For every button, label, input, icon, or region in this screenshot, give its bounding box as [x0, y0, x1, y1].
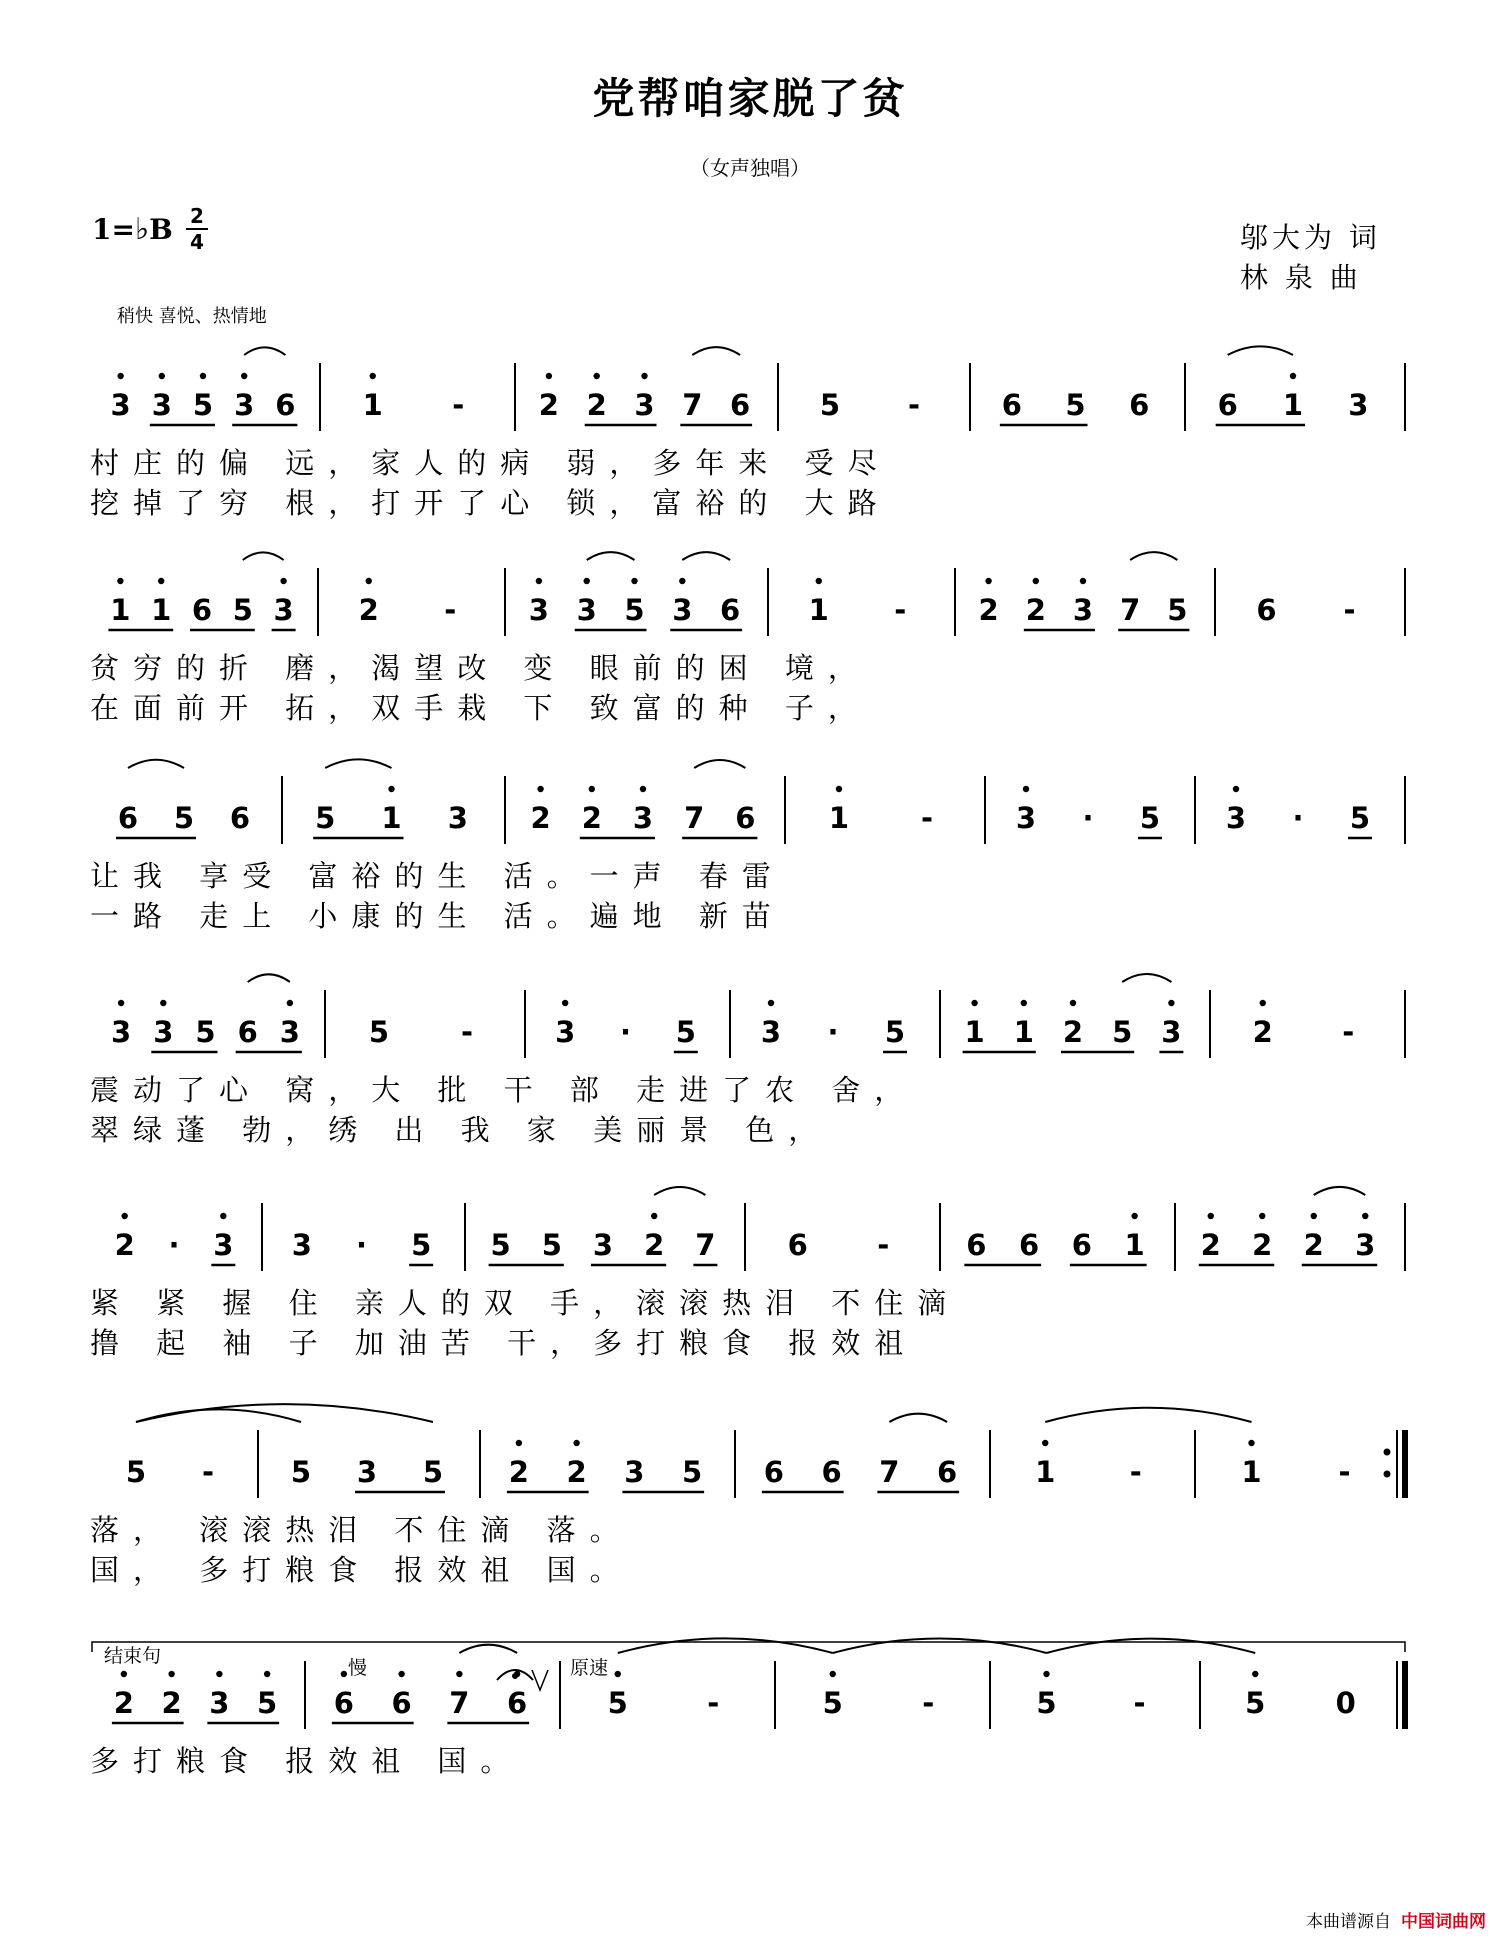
note: 1 — [1241, 1455, 1262, 1489]
note: 3 — [209, 1686, 230, 1720]
note: · — [1082, 801, 1094, 835]
note: · — [827, 1015, 839, 1049]
note: 2 — [1025, 593, 1046, 627]
slur-arc — [889, 1414, 947, 1422]
note: 5 — [1036, 1686, 1057, 1720]
note: 5 — [315, 801, 336, 835]
octave-dot — [1043, 1671, 1049, 1677]
slur-arc — [1130, 552, 1177, 560]
octave-dot — [615, 1671, 621, 1677]
note: 5 — [232, 593, 253, 627]
note: 3 — [592, 1228, 614, 1262]
note: 3 — [632, 801, 654, 835]
note: 5 — [368, 1015, 390, 1049]
note: 6 — [117, 801, 139, 835]
note: - — [707, 1686, 720, 1720]
note: 6 — [275, 388, 296, 422]
octave-dot — [370, 373, 376, 379]
note: 3 — [234, 388, 255, 422]
note: 5 — [195, 1015, 216, 1049]
note: 3 — [624, 1455, 645, 1489]
note: 2 — [978, 593, 999, 627]
note: 3 — [110, 388, 131, 422]
octave-dot — [200, 373, 206, 379]
lyric-line: 多打粮食 报效祖 国。 — [90, 1744, 524, 1778]
note: 1 — [110, 593, 131, 627]
slow-marking: 慢 — [348, 1657, 368, 1679]
slur-arc — [1228, 346, 1293, 355]
octave-dot — [1252, 1671, 1258, 1677]
slur-arc — [1045, 1408, 1251, 1422]
note: 2 — [113, 1686, 134, 1720]
note: 7 — [684, 801, 705, 835]
octave-dot — [679, 578, 685, 584]
octave-dot — [160, 1000, 166, 1006]
note: 5 — [541, 1228, 562, 1262]
note: 5 — [411, 1228, 432, 1262]
note: 5 — [819, 388, 841, 422]
octave-dot — [117, 578, 123, 584]
octave-dot — [589, 786, 595, 792]
slur-arc — [459, 1645, 517, 1653]
note: 6 — [1019, 1228, 1040, 1262]
fermata-dot — [512, 1673, 518, 1679]
note: - — [907, 388, 921, 422]
octave-dot — [562, 1000, 568, 1006]
note: 2 — [1252, 1228, 1273, 1262]
octave-dot — [536, 578, 542, 584]
note: 3 — [356, 1455, 378, 1489]
note: 6 — [237, 1015, 258, 1049]
octave-dot — [1131, 1213, 1137, 1219]
octave-dot — [168, 1671, 174, 1677]
slur-arc — [654, 1187, 705, 1195]
note: 2 — [586, 388, 607, 422]
note: - — [1342, 1015, 1355, 1049]
note: 1 — [808, 593, 829, 627]
octave-dot — [388, 786, 394, 792]
octave-dot — [118, 1000, 124, 1006]
tempo-marking: 稍快 喜悦、热情地 — [117, 306, 267, 327]
octave-dot — [398, 1671, 404, 1677]
slur-arc — [682, 552, 730, 560]
octave-dot — [341, 1671, 347, 1677]
slur-arc — [1122, 974, 1171, 982]
note: 3 — [1015, 801, 1037, 835]
note: 5 — [682, 1455, 703, 1489]
note: 6 — [937, 1455, 958, 1489]
note: 5 — [290, 1455, 312, 1489]
note: 2 — [1303, 1228, 1324, 1262]
note: 5 — [1245, 1686, 1266, 1720]
note: 5 — [1349, 801, 1371, 835]
lyric-line: 一路 走上 小康的生 活。遍地 新苗 — [90, 899, 785, 933]
octave-dot — [640, 786, 646, 792]
octave-dot — [631, 578, 637, 584]
note: 5 — [1065, 388, 1086, 422]
octave-dot — [768, 1000, 774, 1006]
note: 6 — [821, 1455, 842, 1489]
lyric-line: 落， 滚滚热泪 不住滴 落。 — [90, 1513, 633, 1547]
slur-arc — [1314, 1187, 1366, 1195]
note: 1 — [828, 801, 850, 835]
slur-arc — [136, 1409, 301, 1422]
key-signature: 1=♭B — [92, 212, 173, 247]
note: 2 — [1062, 1015, 1084, 1049]
note: 3 — [279, 1015, 300, 1049]
slur-arc — [1047, 1639, 1256, 1653]
lyric-line: 撸 起 袖 子 加油苦 干，多打粮食 报效祖 — [90, 1326, 918, 1360]
octave-dot — [985, 578, 991, 584]
note: - — [1338, 1455, 1351, 1489]
note: - — [877, 1228, 890, 1262]
note: 5 — [1112, 1015, 1133, 1049]
octave-dot — [117, 373, 123, 379]
note: 6 — [1217, 388, 1238, 422]
lyric-line: 国， 多打粮食 报效祖 国。 — [90, 1553, 633, 1587]
time-signature: 2 4 — [186, 204, 208, 254]
slur-arc — [244, 347, 285, 355]
note: 1 — [1124, 1228, 1145, 1262]
note: 5 — [822, 1686, 843, 1720]
octave-dot — [830, 1671, 836, 1677]
note: 2 — [508, 1455, 529, 1489]
lyric-line: 挖掉了穷 根，打开了心 锁，富裕的 大路 — [90, 486, 891, 520]
note: 3 — [213, 1228, 234, 1262]
note: 1 — [1013, 1015, 1034, 1049]
note: 6 — [1129, 388, 1150, 422]
octave-dot — [1290, 373, 1296, 379]
flat-sign-icon: ♭ — [134, 212, 150, 247]
note: 7 — [1120, 593, 1141, 627]
octave-dot — [456, 1671, 462, 1677]
performance-note: （女声独唱） — [690, 156, 810, 180]
note: 7 — [879, 1455, 900, 1489]
note: 6 — [720, 593, 741, 627]
note: - — [1343, 593, 1356, 627]
note: - — [922, 1686, 935, 1720]
note: 3 — [1161, 1015, 1182, 1049]
lyric-line: 让我 享受 富裕的生 活。一声 春雷 — [90, 859, 785, 893]
note: 3 — [1225, 801, 1247, 835]
octave-dot — [264, 1671, 270, 1677]
octave-dot — [1042, 1440, 1048, 1446]
note: · — [619, 1015, 632, 1049]
octave-dot — [836, 786, 842, 792]
octave-dot — [1260, 1000, 1266, 1006]
note: 2 — [1252, 1015, 1273, 1049]
note: 3 — [151, 388, 172, 422]
note: - — [201, 1455, 215, 1489]
note: 6 — [730, 388, 751, 422]
octave-dot — [1208, 1213, 1214, 1219]
note: 5 — [422, 1455, 444, 1489]
octave-dot — [651, 1213, 657, 1219]
note: 2 — [358, 593, 379, 627]
octave-dot — [1070, 1000, 1076, 1006]
note: 6 — [191, 593, 213, 627]
octave-dot — [1233, 786, 1239, 792]
note: 5 — [1167, 593, 1188, 627]
note: - — [894, 593, 907, 627]
lyric-line: 紧 紧 握 住 亲人的双 手，滚滚热泪 不住滴 — [90, 1286, 961, 1320]
note: 3 — [555, 1015, 576, 1049]
lyric-line: 翠绿蓬 勃，绣 出 我 家 美丽景 色， — [90, 1113, 832, 1147]
note: 6 — [333, 1686, 354, 1720]
octave-dot — [241, 373, 247, 379]
octave-dot — [1023, 786, 1029, 792]
octave-dot — [159, 373, 165, 379]
note: 6 — [763, 1455, 784, 1489]
note: 3 — [528, 593, 549, 627]
note: 1 — [1035, 1455, 1056, 1489]
note: 1 — [1282, 388, 1304, 422]
slur-arc — [325, 759, 391, 768]
octave-dot — [220, 1213, 226, 1219]
octave-dot — [1033, 578, 1039, 584]
note: 1 — [362, 388, 383, 422]
song-title: 党帮咱家脱了贫 — [592, 74, 908, 123]
octave-dot — [641, 373, 647, 379]
note: 5 — [624, 593, 645, 627]
note: 6 — [735, 801, 756, 835]
composer-credit: 林 泉 曲 — [1240, 261, 1362, 294]
note: 3 — [672, 593, 693, 627]
lyricist-credit: 邬大为 词 — [1240, 221, 1381, 254]
note: 5 — [257, 1686, 278, 1720]
lyric-line: 震动了心 窝，大 批 干 部 走进了农 舍， — [90, 1073, 918, 1107]
note: - — [1129, 1455, 1142, 1489]
octave-dot — [594, 373, 600, 379]
note: 2 — [538, 388, 559, 422]
slur-arc — [248, 974, 290, 982]
note: - — [452, 388, 465, 422]
slur-arc — [833, 1638, 1047, 1653]
octave-dot — [216, 1671, 222, 1677]
octave-dot — [584, 578, 590, 584]
repeat-dot — [1384, 1471, 1391, 1478]
note: 3 — [576, 593, 597, 627]
note: - — [444, 593, 457, 627]
octave-dot — [1168, 1000, 1174, 1006]
octave-dot — [1080, 578, 1086, 584]
note: 5 — [1139, 801, 1161, 835]
slur-arc — [587, 552, 635, 560]
octave-dot — [366, 578, 372, 584]
slur-arc — [243, 552, 284, 560]
note: 2 — [1200, 1228, 1221, 1262]
lyric-line: 贫穷的折 磨，渴望改 变 眼前的困 境， — [90, 651, 871, 685]
note: 3 — [634, 388, 655, 422]
note: 7 — [682, 388, 703, 422]
note: 0 — [1335, 1686, 1356, 1720]
note: 3 — [273, 593, 294, 627]
note: 5 — [490, 1228, 511, 1262]
note: 6 — [787, 1228, 808, 1262]
breath-mark-icon — [532, 1670, 548, 1690]
octave-dot — [516, 1440, 522, 1446]
source-brand: 中国词曲网 — [1401, 1912, 1486, 1932]
note: 1 — [381, 801, 402, 835]
octave-dot — [816, 578, 822, 584]
note: 3 — [1355, 1228, 1376, 1262]
note: 6 — [1071, 1228, 1092, 1262]
octave-dot — [280, 578, 286, 584]
note: 3 — [111, 1015, 132, 1049]
note: 5 — [675, 1015, 696, 1049]
note: 1 — [151, 593, 172, 627]
note: 3 — [153, 1015, 174, 1049]
slur-arc — [694, 760, 745, 768]
octave-dot — [546, 373, 552, 379]
octave-dot — [573, 1440, 579, 1446]
note: 5 — [125, 1455, 147, 1489]
note: 5 — [607, 1686, 628, 1720]
note: 2 — [114, 1228, 135, 1262]
note: 1 — [964, 1015, 985, 1049]
note: 6 — [1256, 593, 1277, 627]
octave-dot — [537, 786, 543, 792]
note: 6 — [229, 801, 251, 835]
note: 3 — [291, 1228, 312, 1262]
note: - — [920, 801, 934, 835]
slur-arc — [618, 1638, 833, 1653]
note: 3 — [1348, 388, 1369, 422]
note: 2 — [530, 801, 551, 835]
note: · — [355, 1228, 368, 1262]
repeat-dot — [1384, 1449, 1391, 1456]
lyric-line: 在面前开 拓，双手栽 下 致富的种 子， — [90, 691, 871, 725]
note: 3 — [1072, 593, 1094, 627]
note: 6 — [1001, 388, 1022, 422]
note: 2 — [566, 1455, 587, 1489]
octave-dot — [158, 578, 164, 584]
a-tempo-marking: 原速 — [570, 1657, 609, 1679]
note: 6 — [391, 1686, 412, 1720]
note: - — [460, 1015, 474, 1049]
note: 2 — [644, 1228, 665, 1262]
octave-dot — [1259, 1213, 1265, 1219]
note: 5 — [884, 1015, 906, 1049]
note: 2 — [161, 1686, 182, 1720]
note: 3 — [447, 801, 468, 835]
coda-label: 结束句 — [104, 1645, 162, 1667]
slur-arc — [128, 760, 184, 768]
note: 5 — [173, 801, 195, 835]
note: 5 — [192, 388, 214, 422]
note: 7 — [449, 1686, 470, 1720]
octave-dot — [1311, 1213, 1317, 1219]
source-footer: 本曲谱源自 中国词曲网 — [1306, 1912, 1486, 1932]
octave-dot — [121, 1671, 127, 1677]
octave-dot — [287, 1000, 293, 1006]
octave-dot — [971, 1000, 977, 1006]
note: 6 — [507, 1686, 528, 1720]
note: 3 — [760, 1015, 782, 1049]
note: - — [1133, 1686, 1146, 1720]
note: · — [168, 1228, 180, 1262]
note: 6 — [966, 1228, 987, 1262]
note: 7 — [695, 1228, 716, 1262]
octave-dot — [121, 1213, 127, 1219]
octave-dot — [1248, 1440, 1254, 1446]
note: · — [1292, 801, 1304, 835]
note: 2 — [581, 801, 602, 835]
octave-dot — [1362, 1213, 1368, 1219]
lyric-line: 村庄的偏 远，家人的病 弱，多年来 受尽 — [90, 446, 891, 480]
slur-arc — [692, 347, 740, 355]
octave-dot — [1021, 1000, 1027, 1006]
